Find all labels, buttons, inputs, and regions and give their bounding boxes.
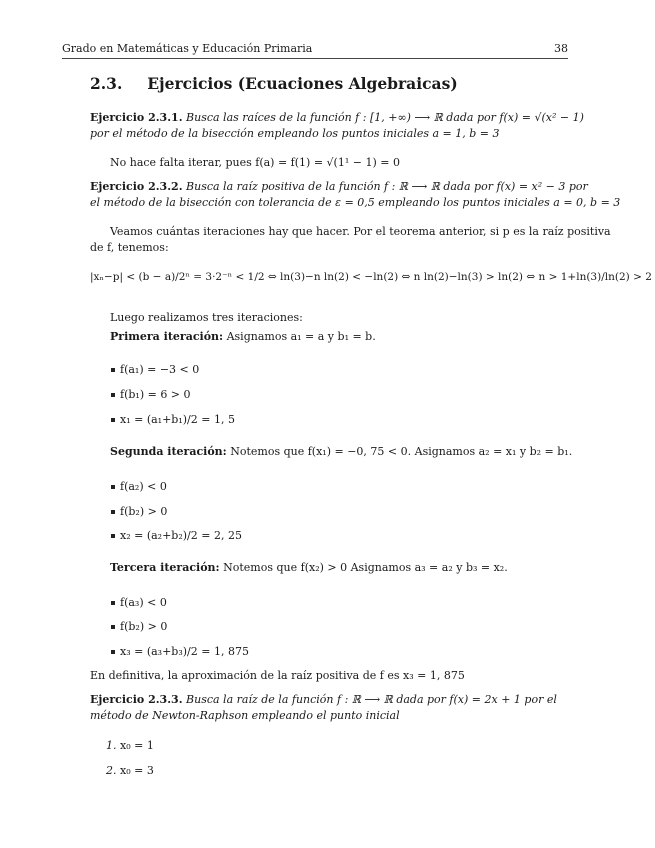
iteration-2-text: Notemos que f(x₁) = −0, 75 < 0. Asignamos a₂ = x₁ y b₂ = b₁.	[230, 445, 573, 458]
bullet-marker	[111, 650, 115, 654]
exercise-1-line2: por el método de la bisección empleando los puntos iniciales a = 1, b = 3	[90, 127, 500, 140]
inequality-display: |xₙ−p| < (b − a)/2ⁿ = 3·2⁻ⁿ < 1/2 ⇔ ln(3)−n ln(2) < −ln(2) ⇔ n ln(2)−ln(3) > ln(2) ⇔ n > 1+ln(3)/ln(2) > 2	[90, 271, 652, 283]
iteration-3-item-2: f(b₂) > 0	[120, 620, 168, 633]
iteration-1-text: Asignamos a₁ = a y b₁ = b.	[226, 330, 376, 343]
section-number: 2.3.	[90, 74, 123, 93]
iteration-3	[110, 560, 508, 575]
bullet-marker	[111, 485, 115, 489]
bullet-marker	[111, 393, 115, 397]
section-heading	[90, 74, 458, 93]
exercise-2-conclusion: En definitiva, la aproximación de la raíz positiva de f es x₃ = 1, 875	[90, 669, 465, 682]
iteration-1-item-2: f(b₁) = 6 > 0	[120, 388, 191, 401]
exercise-2-label: Ejercicio 2.3.2.	[90, 180, 183, 193]
bullet-marker	[111, 368, 115, 372]
exercise-3-line2: método de Newton-Raphson empleando el punto inicial	[90, 709, 400, 722]
exercise-2-intro-line2: de f, tenemos:	[90, 241, 169, 254]
item-text: x₀ = 3	[120, 764, 154, 777]
exercise-1-label: Ejercicio 2.3.1.	[90, 111, 183, 124]
bullet-marker	[111, 510, 115, 514]
iteration-3-text: Notemos que f(x₂) > 0 Asignamos a₃ = a₂ y b₃ = x₂.	[223, 561, 508, 574]
exercise-2-statement	[90, 179, 588, 194]
exercise-3-statement	[90, 692, 557, 707]
item-number: 1.	[106, 739, 117, 752]
bullet-marker	[111, 534, 115, 538]
exercise-1-answer: No hace falta iterar, pues f(a) = f(1) = √(1¹ − 1) = 0	[110, 156, 400, 169]
header-title: Grado en Matemáticas y Educación Primaria	[62, 42, 313, 55]
item-number: 2.	[106, 764, 117, 777]
exercise-1-line1: Busca las raíces de la función f : [1, +∞) ⟶ ℝ dada por f(x) = √(x² − 1)	[186, 111, 584, 124]
iteration-1-title: Primera iteración:	[110, 330, 224, 343]
iteration-2-title: Segunda iteración:	[110, 445, 227, 458]
iteration-1-item-1: f(a₁) = −3 < 0	[120, 363, 200, 376]
section-title: Ejercicios (Ecuaciones Algebraicas)	[147, 74, 458, 93]
exercise-3-item-1	[106, 738, 154, 753]
iteration-2-item-3: x₂ = (a₂+b₂)/2 = 2, 25	[120, 529, 242, 542]
exercise-1-statement	[90, 110, 584, 125]
exercise-2-line1: Busca la raíz positiva de la función f : ℝ ⟶ ℝ dada por f(x) = x² − 3 por	[186, 180, 588, 193]
iteration-2	[110, 444, 572, 459]
bullet-marker	[111, 625, 115, 629]
bullet-marker	[111, 418, 115, 422]
page-header	[62, 42, 568, 59]
exercise-3-item-2	[106, 763, 154, 778]
iteration-3-item-1: f(a₃) < 0	[120, 596, 167, 609]
item-text: x₀ = 1	[120, 739, 154, 752]
iterations-intro: Luego realizamos tres iteraciones:	[110, 311, 303, 324]
bullet-marker	[111, 601, 115, 605]
iteration-2-item-2: f(b₂) > 0	[120, 505, 168, 518]
exercise-2-line2: el método de la bisección con tolerancia de ε = 0,5 empleando los puntos iniciales a = 0, b = 3	[90, 196, 621, 209]
iteration-1-item-3: x₁ = (a₁+b₁)/2 = 1, 5	[120, 413, 235, 426]
exercise-3-label: Ejercicio 2.3.3.	[90, 693, 183, 706]
iteration-2-item-1: f(a₂) < 0	[120, 480, 167, 493]
iteration-1	[110, 329, 376, 344]
exercise-2-intro-line1: Veamos cuántas iteraciones hay que hacer. Por el teorema anterior, si p es la raíz positiva	[110, 225, 611, 238]
page-number: 38	[554, 42, 568, 55]
iteration-3-item-3: x₃ = (a₃+b₃)/2 = 1, 875	[120, 645, 249, 658]
iteration-3-title: Tercera iteración:	[110, 561, 220, 574]
exercise-3-line1: Busca la raíz de la función f : ℝ ⟶ ℝ dada por f(x) = 2x + 1 por el	[186, 693, 557, 706]
